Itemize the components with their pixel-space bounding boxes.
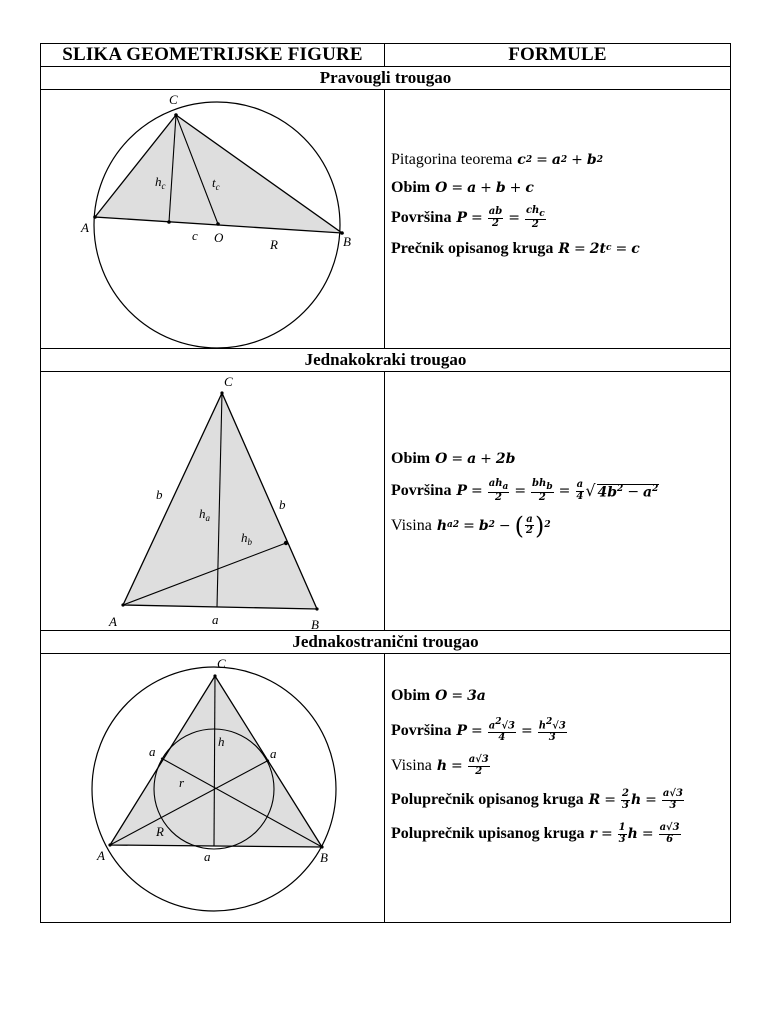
formula-area: Površina P = $\frac{a2√3}{4}$ = $\frac{h2√3}{3}$ xyxy=(391,717,566,743)
section-title-equilateral-triangle: Jednakostranični trougao xyxy=(41,631,731,654)
formula-height: Visina h = $\frac{a√3}{2}$ xyxy=(391,754,489,777)
foot-hb xyxy=(284,541,288,545)
label-b-left: b xyxy=(156,487,163,502)
vertex-c xyxy=(220,391,223,394)
formula-area: Površina P = aha 2 = bhb 2 = $\frac{a}{4}$ √ $4b^2 - a^2$ xyxy=(391,478,659,504)
label-b-right: b xyxy=(279,497,286,512)
formula-pythagoras: Pitagorina teorema c 2 = a 2 + b 2 xyxy=(391,151,603,168)
label-b-vertex: B xyxy=(343,234,351,249)
label-b-vertex: B xyxy=(320,850,328,865)
label-hc: $h_c$ xyxy=(155,174,166,191)
formula-perimeter: Obim O = a + 2b xyxy=(391,450,516,467)
header-formulas: FORMULE xyxy=(385,44,731,67)
formula-perimeter: Obim O = a + b + c xyxy=(391,179,534,196)
formula-perimeter: Obim O = 3a xyxy=(391,687,486,704)
formula-circumradius: Poluprečnik opisanog kruga R = $\frac{2}{3}$ h = $\frac{a√3}{3}$ xyxy=(391,788,683,811)
formula-inradius: Poluprečnik upisanog kruga r = $\frac{1}{3}$ h = $\frac{a√3}{6}$ xyxy=(391,822,680,845)
formula-diameter: Prečnik opisanog kruga R = 2t c = c xyxy=(391,239,640,257)
center-point xyxy=(216,222,220,226)
label-o: O xyxy=(214,230,224,245)
label-r-small: r xyxy=(179,775,185,790)
label-c-side: c xyxy=(192,228,198,243)
formulas-right-triangle xyxy=(385,90,731,349)
vertex-c xyxy=(213,674,216,677)
vertex-a xyxy=(121,603,124,606)
foot-point xyxy=(167,220,171,224)
triangle-abc xyxy=(110,676,322,847)
figure-isosceles-triangle xyxy=(41,372,385,631)
label-ha: $h_a$ xyxy=(199,506,210,523)
label-a-bottom: a xyxy=(204,849,211,864)
formulas-equilateral-triangle xyxy=(385,654,731,923)
label-a-vertex: A xyxy=(109,614,117,629)
vertex-b xyxy=(320,845,323,848)
vertex-a xyxy=(93,215,97,219)
formula-height: Visina h a 2 = b 2 − ( a 2 ) 2 xyxy=(391,511,551,540)
formula-table xyxy=(40,43,731,923)
figure-equilateral-triangle xyxy=(41,654,385,923)
label-a-side: a xyxy=(212,612,219,627)
label-a-vertex: A xyxy=(81,220,89,235)
header-figure: SLIKA GEOMETRIJSKE FIGURE xyxy=(41,44,385,67)
label-hb: $h_b$ xyxy=(241,530,252,547)
label-c-vertex: C xyxy=(224,374,233,389)
formulas-isosceles-triangle xyxy=(385,372,731,631)
vertex-c xyxy=(174,113,178,117)
formula-area: Površina P = $\frac{ab}{2}$ = chc 2 xyxy=(391,205,545,231)
vertex-b xyxy=(315,607,318,610)
vertex-a xyxy=(108,843,111,846)
section-title-isosceles-triangle: Jednakokraki trougao xyxy=(41,349,731,372)
triangle-abc xyxy=(95,115,342,233)
label-r-big: R xyxy=(156,824,164,839)
label-a-left: a xyxy=(149,744,156,759)
label-a-vertex: A xyxy=(97,848,105,863)
isosceles-triangle-diagram xyxy=(41,372,385,630)
label-b-vertex: B xyxy=(311,617,319,630)
section-title-right-triangle: Pravougli trougao xyxy=(41,67,731,90)
label-c-vertex: C xyxy=(169,92,178,107)
label-r: R xyxy=(270,237,278,252)
label-tc: $t_c$ xyxy=(212,175,220,192)
figure-right-triangle xyxy=(41,90,385,349)
label-h: h xyxy=(218,734,225,749)
label-a-right: a xyxy=(270,746,277,761)
label-c-vertex: C xyxy=(217,656,226,671)
right-triangle-diagram xyxy=(41,90,385,348)
equilateral-triangle-diagram xyxy=(41,654,385,922)
